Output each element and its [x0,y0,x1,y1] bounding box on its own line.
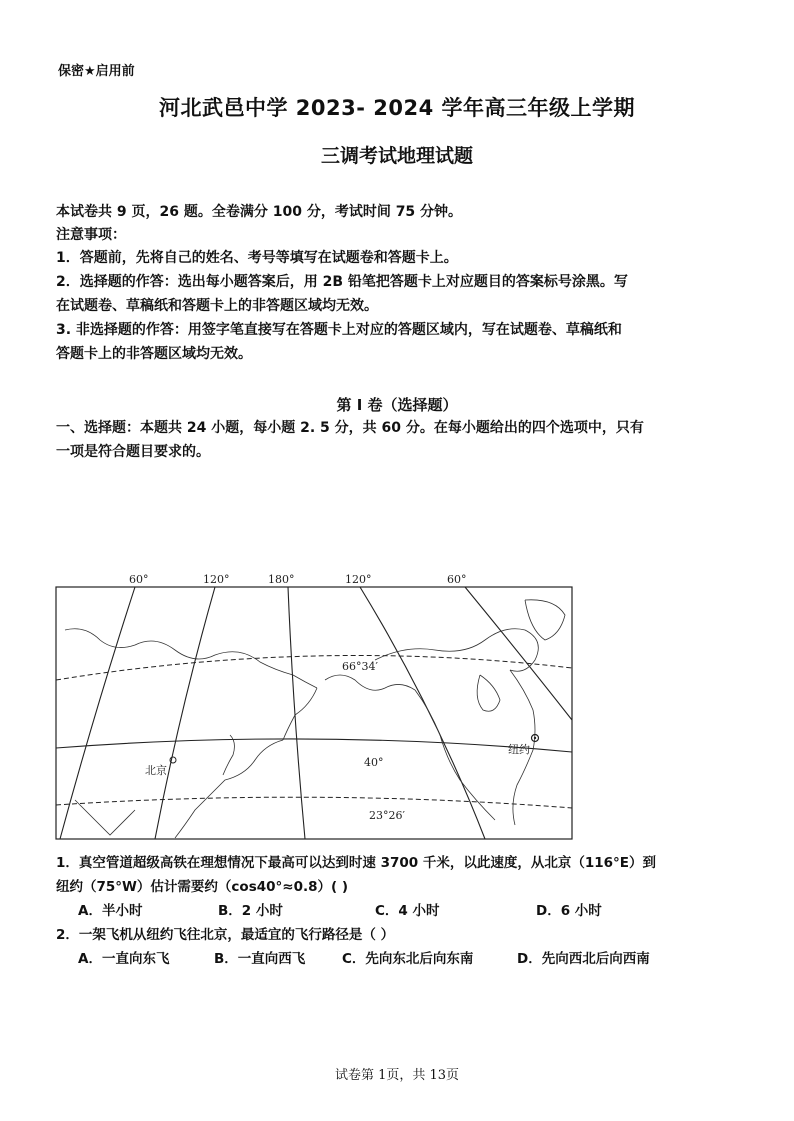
map-frame [56,587,572,839]
confidential-label: 保密★启用前 [58,64,135,79]
exam-info: 本试卷共 9 页，26 题。全卷满分 100 分，考试时间 75 分钟。 [56,204,463,220]
exam-subtitle: 三调考试地理试题 [320,145,473,167]
section-title: 第 I 卷（选择题） [336,396,458,414]
page-footer: 试卷第 1页，共 13页 [334,1068,460,1083]
notice-item-2b: 在试题卷、草稿纸和答题卡上的非答题区域均无效。 [56,298,378,314]
question-1-option-d: D．6 小时 [536,903,602,919]
lat40-label: 40° [364,756,384,769]
lon-label-60e: 60° [129,573,149,586]
question-1-option-a: A．半小时 [78,903,143,919]
beijing-label: 北京 [145,764,167,777]
question-2-option-c: C．先向东北后向东南 [342,951,474,967]
question-1-stem-a: 1．真空管道超级高铁在理想情况下最高可以达到时速 3700 千米，以此速度，从北京（116°E）到 [56,855,657,871]
notice-item-1: 1．答题前，先将自己的姓名、考号等填写在试题卷和答题卡上。 [56,250,458,266]
notice-title: 注意事项： [56,227,126,243]
question-1-stem-b: 纽约（75°W）估计需要约（cos40°≈0.8）( ) [56,879,349,895]
question-2-stem: 2．一架飞机从纽约飞往北京，最适宜的飞行路径是（ ） [56,927,395,943]
lon-label-120e: 120° [203,573,230,586]
lon-label-60w: 60° [447,573,467,586]
question-1-option-c: C．4 小时 [375,903,440,919]
question-2-option-b: B．一直向西飞 [214,951,306,967]
arctic-label: 66°34′ [342,660,378,673]
notice-item-2a: 2．选择题的作答：选出每小题答案后，用 2B 铅笔把答题卡上对应题目的答案标号涂黑。写 [56,274,628,290]
lon-label-120w: 120° [345,573,372,586]
section-desc-a: 一、选择题：本题共 24 小题，每小题 2. 5 分，共 60 分。在每小题给出的四个选项中，只有 [56,420,644,436]
world-map-figure [55,570,575,840]
exam-title: 河北武邑中学 2023- 2024 学年高三年级上学期 [158,96,636,120]
notice-item-3b: 答题卡上的非答题区域均无效。 [56,346,252,362]
question-2-option-a: A．一直向东飞 [78,951,170,967]
notice-item-3a: 3. 非选择题的作答：用签字笔直接写在答题卡上对应的答题区域内，写在试题卷、草稿纸和 [56,322,622,338]
question-1-option-b: B．2 小时 [218,903,283,919]
lon-label-180: 180° [268,573,295,586]
section-desc-b: 一项是符合题目要求的。 [56,444,210,460]
tropic-label: 23°26′ [369,809,405,822]
newyork-label: 纽约 [508,743,530,756]
question-2-option-d: D．先向西北后向西南 [517,951,650,967]
